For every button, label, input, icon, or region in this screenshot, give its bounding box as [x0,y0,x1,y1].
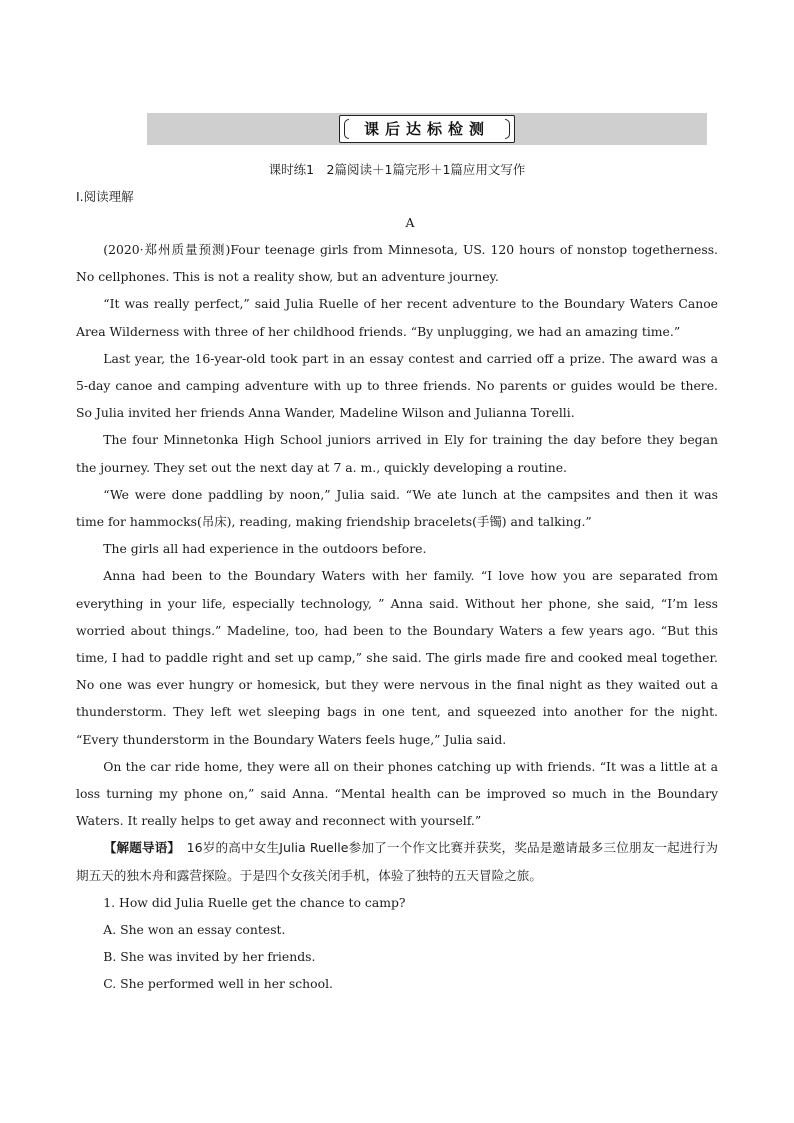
guide-text: 16岁的高中女生Julia Ruelle参加了一个作文比赛并获奖，奖品是邀请最多三位朋友一起进行为期五天的独木舟和露营探险。于是四个女孩关闭手机，体验了独特的五天冒险之旅。 [76,840,718,883]
passage-letter: A [405,215,415,230]
passage-paragraph-6: The girls all had experience in the outdoors before. [103,541,427,557]
section-heading: Ⅰ.阅读理解 [76,189,134,204]
question-stem: 1. How did Julia Ruelle get the chance to camp? [103,894,406,910]
guide-label: 【解题导语】 [103,840,174,856]
banner-title: 课后达标检测 [339,115,515,143]
passage-paragraph-3: Last year, the 16-year-old took part in an essay contest and carried off a prize. The award was a 5-day canoe and camping adventure with up to three friends. No parents or guides would be there. So Julia invited her friends Anna Wander, Madeline Wilson and Julianna Torelli. [76,350,718,421]
passage-paragraph-7: Anna had been to the Boundary Waters with her family. “I love how you are separated from everything in your life, especially technology, ” Anna said. Without her phone, she said, “I’m less worried about things.” Madeline, too, had been to the Boundary Waters a few years ago. “But this time, I had to paddle right and set up camp,” she said. The girls made fire and cooked meal together. No one was ever hungry or homesick, but they were nervous in the final night as they waited out a thunderstorm. They left wet sleeping bags in one tent, and squeezed into another for the night. “Every thunderstorm in the Boundary Waters feels huge,” Julia said. [76,568,718,747]
document-body [76,236,718,998]
passage-paragraph-5: “We were done paddling by noon,” Julia said. “We ate lunch at the campsites and then it was time for hammocks(吊床), reading, making friendship bracelets(手镯) and talking.” [76,486,718,530]
question-option-a: A. She won an essay contest. [103,922,286,938]
passage-paragraph-1: (2020·郑州质量预测)Four teenage girls from Minnesota, US. 120 hours of nonstop togetherness. No cellphones. This is not a reality show, but an adventure journey. [76,242,718,285]
passage-paragraph-4: The four Minnetonka High School juniors arrived in Ely for training the day before they began the journey. They set out the next day at 7 a. m., quickly developing a routine. [76,432,718,475]
passage-paragraph-2: “It was really perfect,” said Julia Ruelle of her recent adventure to the Boundary Waters Canoe Area Wilderness with three of her childhood friends. “By unplugging, we had an amazing time.” [76,296,718,339]
passage-paragraph-8: On the car ride home, they were all on their phones catching up with friends. “It was a little at a loss turning my phone on,” said Anna. “Mental health can be improved so much in the Boundary Waters. It really helps to get away and reconnect with yourself.” [76,758,718,829]
section-banner [147,113,707,145]
answer-guide [76,834,718,888]
lesson-subtitle: 课时练1 2篇阅读＋1篇完形＋1篇应用文写作 [268,162,526,177]
question-option-b: B. She was invited by her friends. [103,949,316,965]
question-option-c: C. She performed well in her school. [103,976,333,992]
guide-paragraph [76,834,718,888]
